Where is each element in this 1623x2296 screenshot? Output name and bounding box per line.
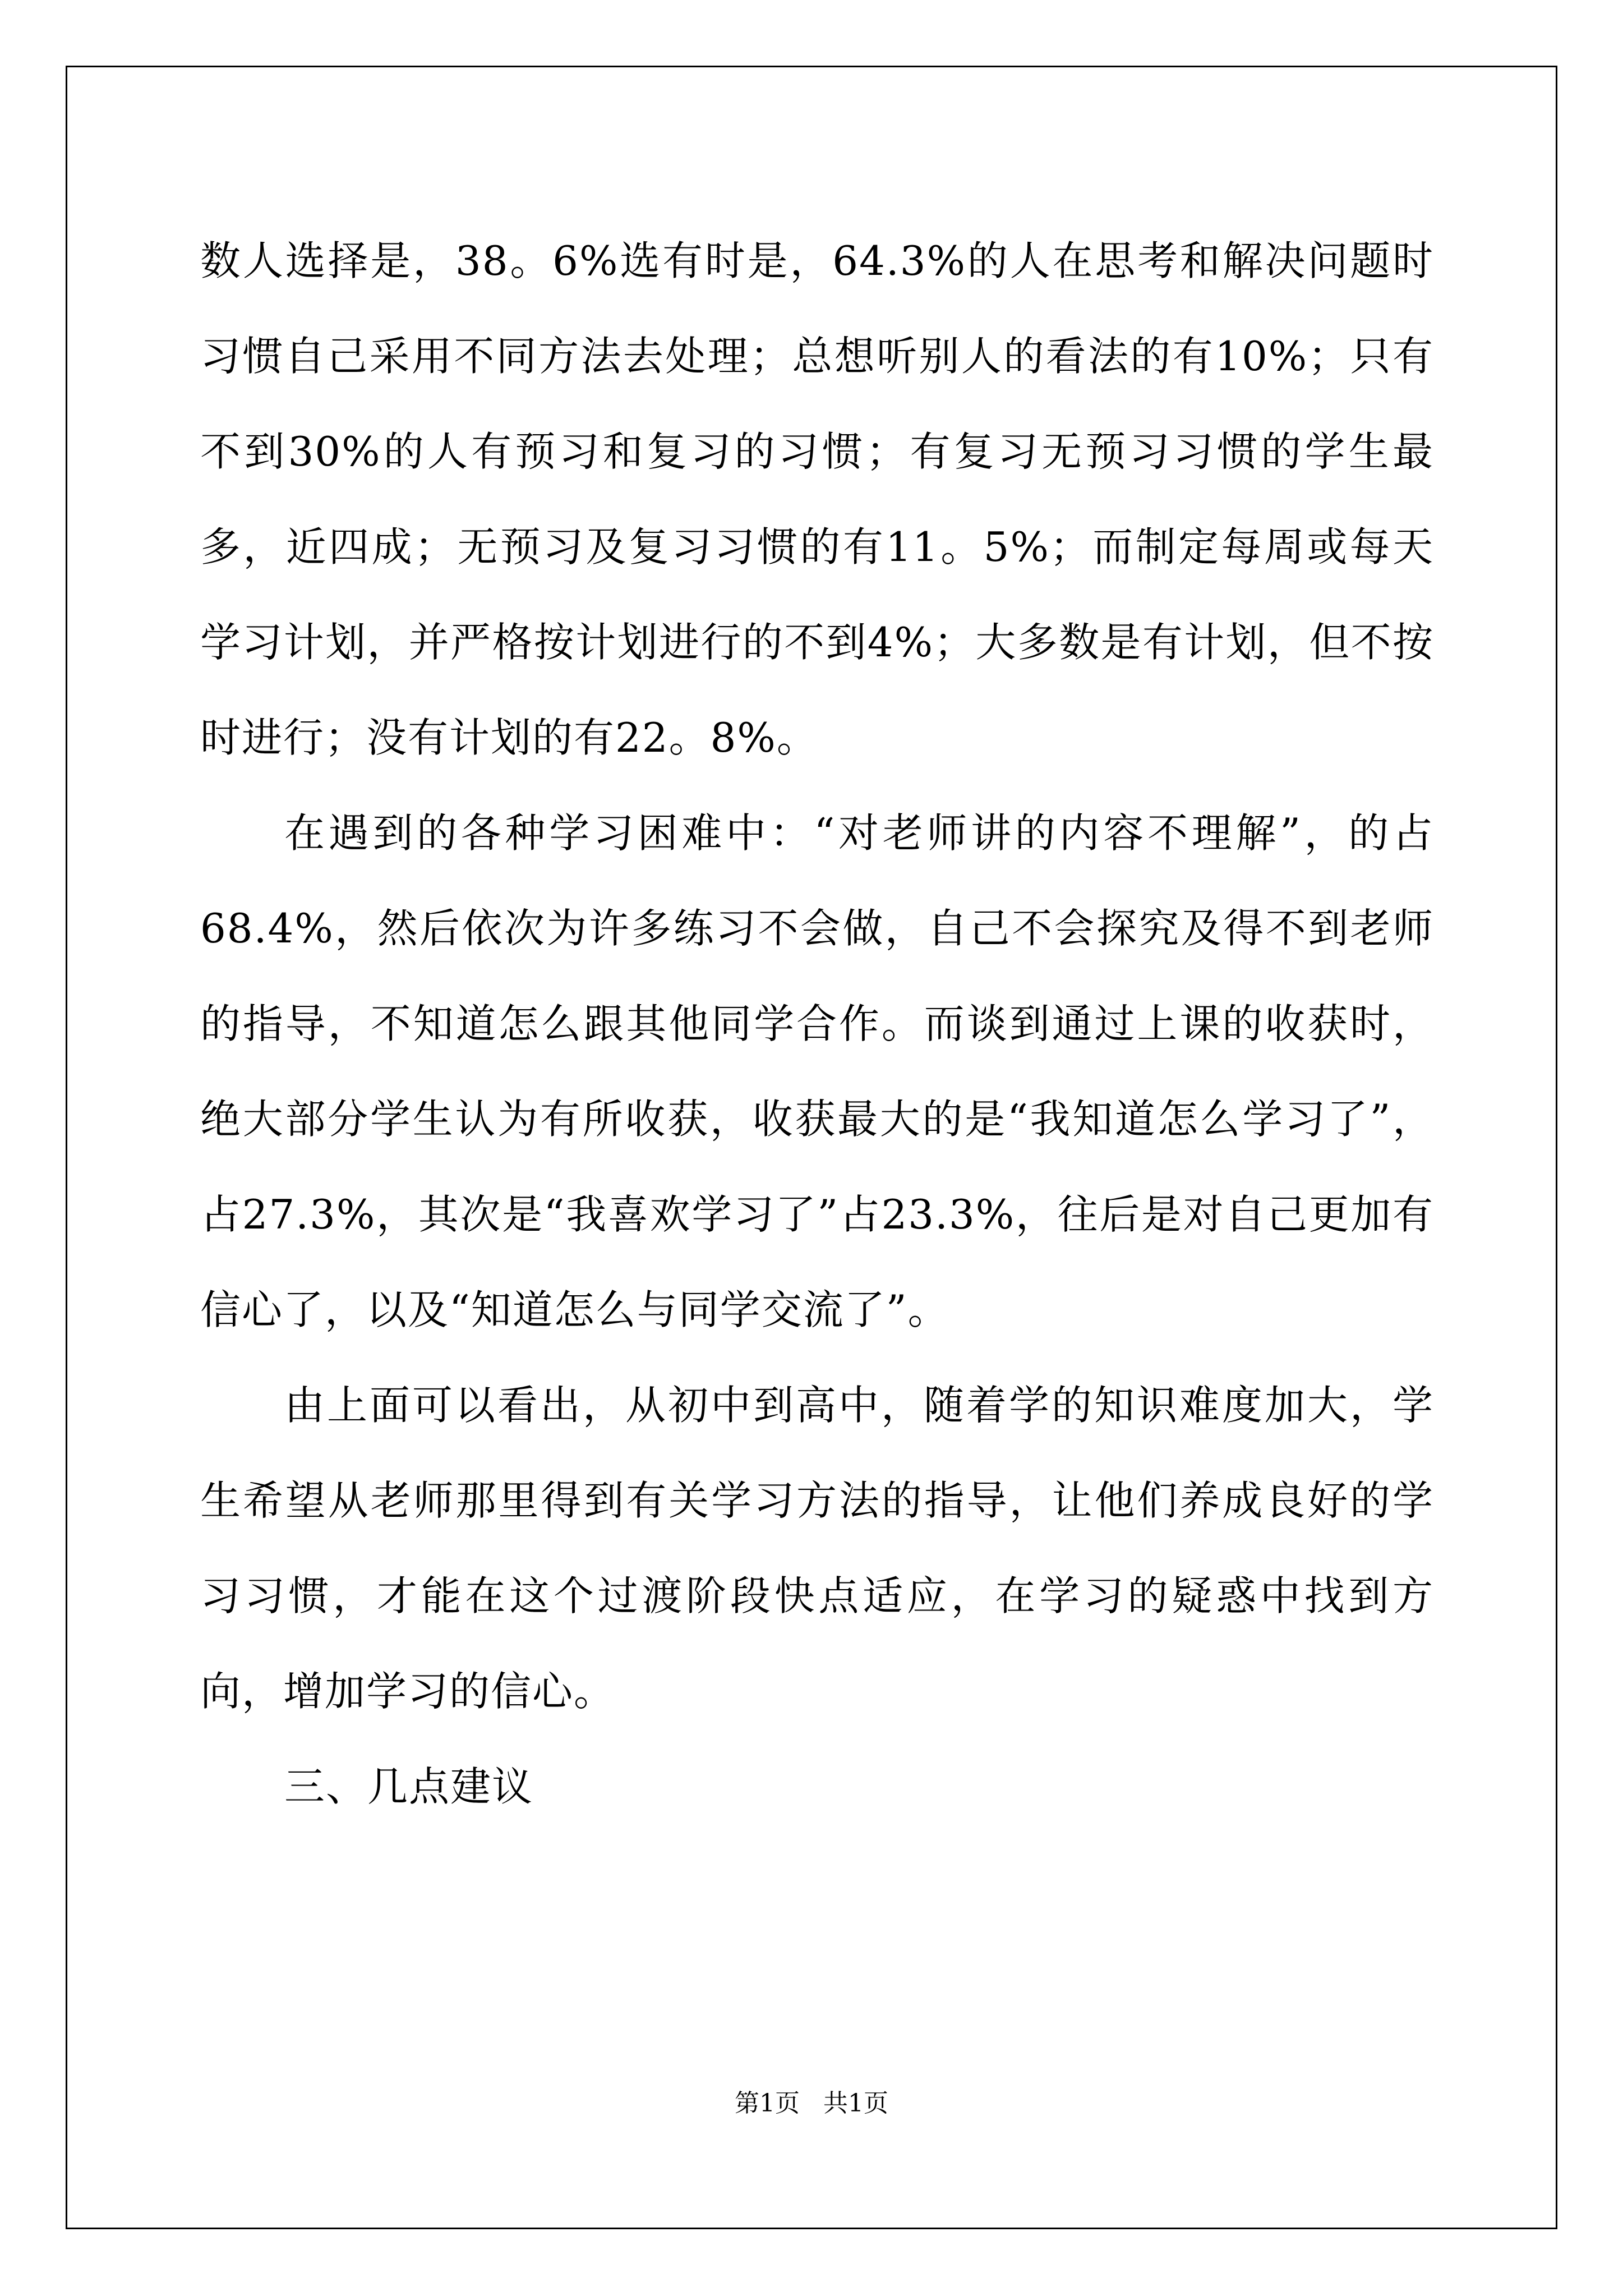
paragraph-habits: 数人选择是，38。6%选有时是，64.3%的人在思考和解决问题时习惯自己采用不同方法去处理；总想听别人的看法的有10%；只有不到30%的人有预习和复习的习惯；有复习无预习习惯的学生最多，近四成；无预习及复习习惯的有11。5%；而制定每周或每天学习计划，并严格按计划进行的不到4%；大多数是有计划，但不按时进行；没有计划的有22。8%。: [200, 237, 1434, 761]
section-heading: 三、几点建议: [284, 1763, 534, 1810]
paragraph-difficulties: 在遇到的各种学习困难中：“对老师讲的内容不理解”，的占68.4%，然后依次为许多练习不会做，自己不会探究及得不到老师的指导，不知道怎么跟其他同学合作。而谈到通过上课的收获时，绝大部分学生认为有所收获，收获最大的是“我知道怎么学习了”，占27.3%，其次是“我喜欢学习了”占23.3%，往后是对自己更加有信心了，以及“知道怎么与同学交流了”。: [200, 809, 1434, 1333]
page-number: 第1页 共1页: [735, 2089, 888, 2118]
document-body: [200, 213, 1434, 1834]
page-footer: [0, 2087, 1623, 2120]
paragraph-conclusion: 由上面可以看出，从初中到高中，随着学的知识难度加大，学生希望从老师那里得到有关学习方法的指导，让他们养成良好的学习习惯，才能在这个过渡阶段快点适应，在学习的疑惑中找到方向，增加学习的信心。: [200, 1382, 1434, 1715]
